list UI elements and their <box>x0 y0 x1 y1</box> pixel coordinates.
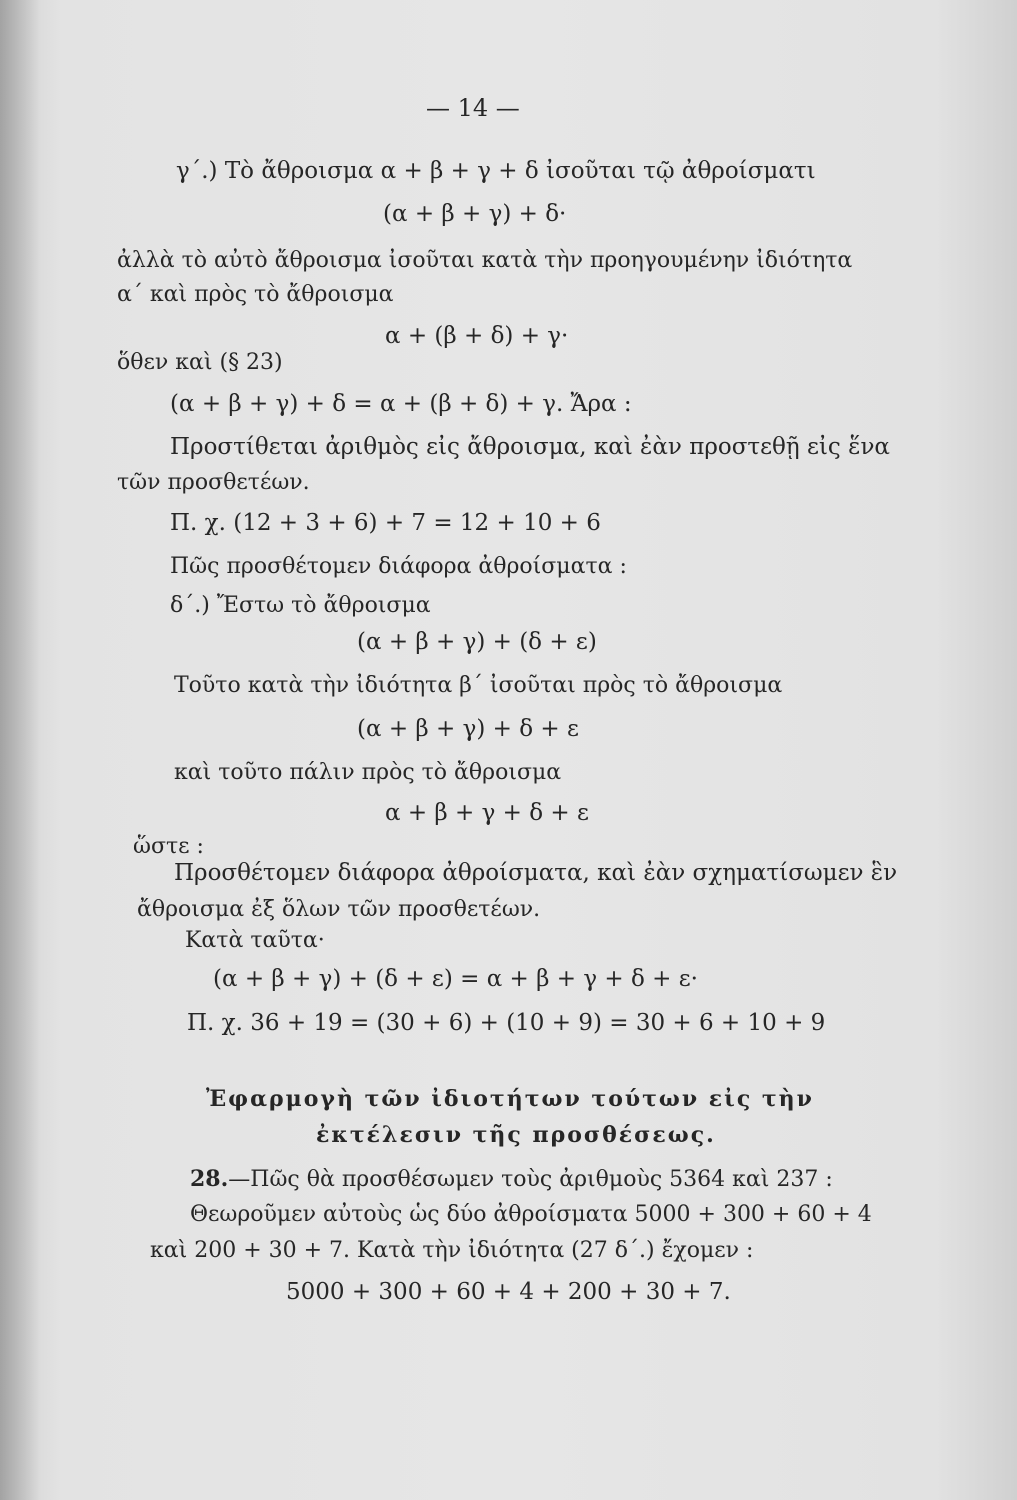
equation: Π. χ. 36 + 19 = (30 + 6) + (10 + 9) = 30 + 6 + 10 + 9 <box>187 1010 826 1036</box>
page-number: — 14 — <box>426 94 520 122</box>
equation: α + (β + δ) + γ· <box>385 323 569 349</box>
text-line: δ΄.) Ἔστω τὸ ἄθροισμα <box>170 593 431 618</box>
equation: (α + β + γ) + δ = α + (β + δ) + γ. Ἄρα : <box>170 391 632 417</box>
text-line: Προστίθεται ἀριθμὸς εἰς ἄθροισμα, καὶ ἐὰν προστεθῇ εἰς ἕνα <box>170 434 890 460</box>
text-line: Κατὰ ταῦτα· <box>185 928 325 953</box>
text-line: τῶν προσθετέων. <box>117 470 310 495</box>
section-paragraph <box>190 1168 833 1191</box>
equation: (α + β + γ) + δ + ε <box>357 716 579 742</box>
equation: 5000 + 300 + 60 + 4 + 200 + 30 + 7. <box>286 1279 731 1305</box>
text-line: καὶ τοῦτο πάλιν πρὸς τὸ ἄθροισμα <box>174 760 562 785</box>
section-heading: Ἐφαρμογὴ τῶν ἰδιοτήτων τούτων εἰς τὴν <box>206 1086 814 1112</box>
section-heading: ἐκτέλεσιν τῆς προσθέσεως. <box>316 1122 716 1148</box>
text-line: καὶ 200 + 30 + 7. Κατὰ τὴν ἰδιότητα (27 δ΄.) ἔχομεν : <box>150 1238 754 1263</box>
text-line: ὥστε : <box>133 834 204 859</box>
section-number: 28. <box>190 1166 229 1192</box>
text-line: ἄθροισμα ἐξ ὅλων τῶν προσθετέων. <box>137 897 541 922</box>
equation: (α + β + γ) + (δ + ε) <box>357 629 597 655</box>
equation: α + β + γ + δ + ε <box>385 800 589 826</box>
text-line: α΄ καὶ πρὸς τὸ ἄθροισμα <box>117 282 394 307</box>
page-fold-shadow <box>0 0 40 1500</box>
text-line: Πῶς προσθέτομεν διάφορα ἀθροίσματα : <box>170 554 627 579</box>
text-line: ἀλλὰ τὸ αὐτὸ ἄθροισμα ἰσοῦται κατὰ τὴν προηγουμένην ἰδιότητα <box>117 248 853 273</box>
equation: Π. χ. (12 + 3 + 6) + 7 = 12 + 10 + 6 <box>170 510 601 536</box>
text-line: Θεωροῦμεν αὐτοὺς ὡς δύο ἀθροίσματα 5000 + 300 + 60 + 4 <box>190 1202 872 1227</box>
text-line: γ΄.) Τὸ ἄθροισμα α + β + γ + δ ἰσοῦται τῷ ἀθροίσματι <box>176 158 816 184</box>
equation: (α + β + γ) + (δ + ε) = α + β + γ + δ + ε· <box>213 966 698 992</box>
text-line: ὅθεν καὶ (§ 23) <box>117 350 283 375</box>
equation: (α + β + γ) + δ· <box>383 201 567 227</box>
text-line: —Πῶς θὰ προσθέσωμεν τοὺς ἀριθμοὺς 5364 καὶ 237 : <box>228 1167 833 1192</box>
text-line: Προσθέτομεν διάφορα ἀθροίσματα, καὶ ἐὰν σχηματίσωμεν ἓν <box>174 860 898 886</box>
text-line: Τοῦτο κατὰ τὴν ἰδιότητα β΄ ἰσοῦται πρὸς τὸ ἄθροισμα <box>174 673 783 698</box>
